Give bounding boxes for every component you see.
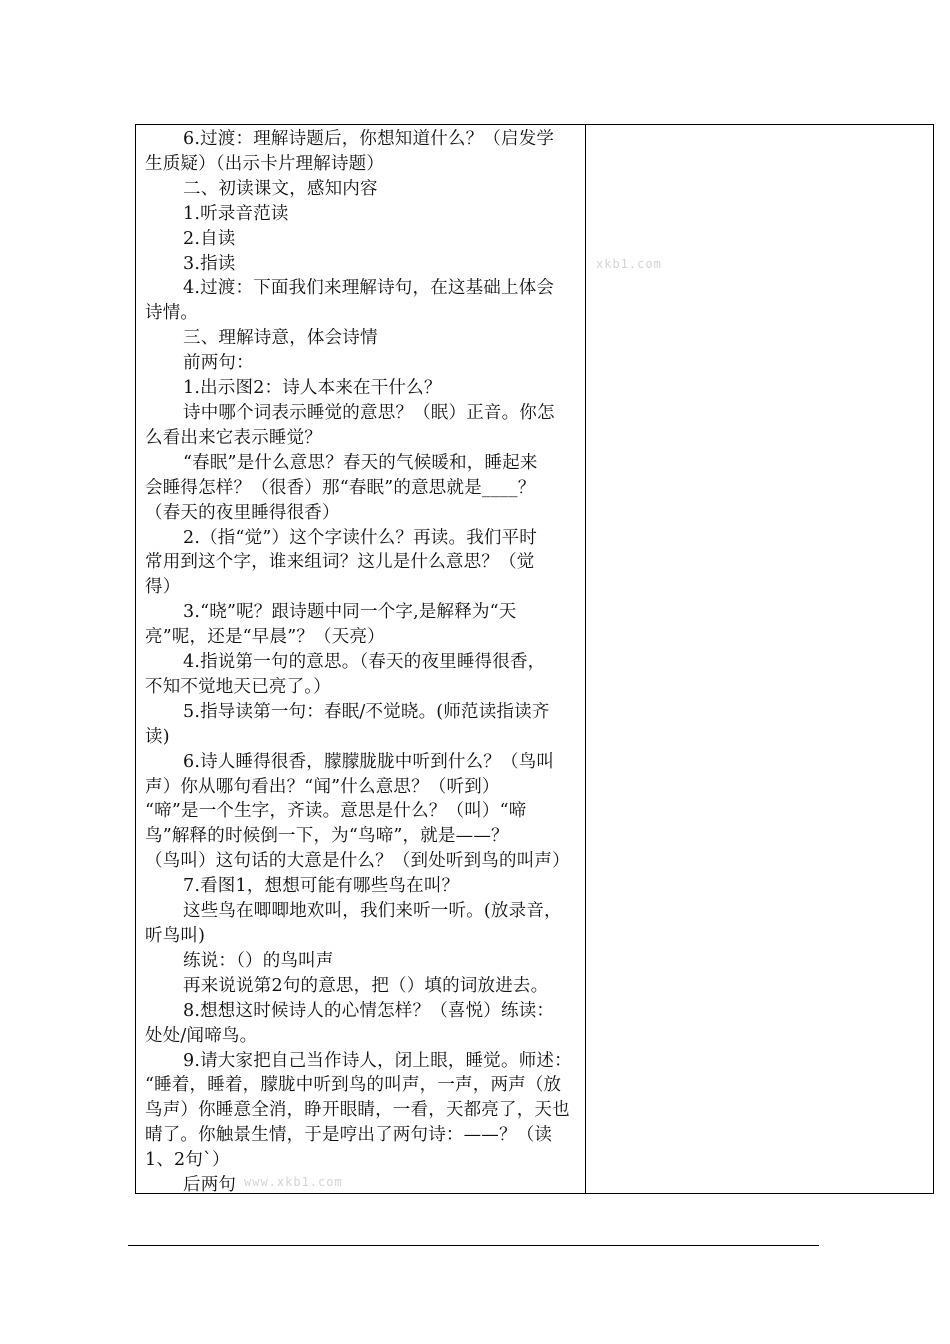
text-line: 再来说说第2句的意思，把（）填的词放进去。 [183, 975, 549, 996]
text-line: 生质疑）（出示卡片理解诗题） [145, 153, 385, 174]
text-line: 4.指说第一句的意思。（春天的夜里睡得很香， [183, 652, 546, 673]
text-line: （鸟叫）这句话的大意是什么？（到处听到鸟的叫声） [145, 851, 570, 872]
text-line: 读) [145, 726, 170, 747]
text-line: 晴了。你触景生情，于是哼出了两句诗：——？（读 [145, 1125, 553, 1146]
text-line: 1.听录音范读 [183, 203, 289, 224]
lesson-steps-column [136, 125, 586, 1193]
text-line: 练说：（）的鸟叫声 [183, 950, 334, 971]
text-line: 8.想想这时候诗人的心情怎样？（喜悦）练读： [183, 1000, 555, 1021]
text-line: 不知不觉地天已亮了。） [145, 676, 331, 697]
text-line: （春天的夜里睡得很香） [145, 502, 340, 523]
watermark-bottom: www.xkb1.com [244, 1175, 343, 1189]
text-line: 常用到这个字，谁来组词？这儿是什么意思？（觉 [145, 552, 535, 573]
footer-rule [128, 1245, 819, 1246]
text-line: 9.请大家把自己当作诗人，闭上眼，睡觉。师述： [183, 1050, 572, 1071]
text-line: 前两句： [183, 353, 254, 374]
text-line: 6.过渡：理解诗题后，你想知道什么？（启发学 [183, 129, 555, 149]
text-line: 7.看图1，想想可能有哪些鸟在叫？ [183, 876, 460, 897]
text-line: 1、2句`） [145, 1150, 230, 1171]
text-line: 1.出示图2：诗人本来在干什么？ [183, 378, 442, 399]
text-line: 亮”呢，还是“早晨”？（天亮） [145, 627, 385, 648]
text-line: 6.诗人睡得很香，朦朦胧胧中听到什么？（鸟叫 [183, 751, 555, 772]
text-line: 三、理解诗意，体会诗情 [183, 328, 378, 349]
text-line: 3.指读 [183, 253, 236, 274]
notes-column [586, 125, 933, 1193]
text-line: 听鸟叫) [145, 926, 206, 946]
text-line: 处处/闻啼鸟。 [145, 1025, 258, 1046]
text-line: 4.过渡：下面我们来理解诗句，在这基础上体会 [183, 278, 555, 299]
text-line: 得） [145, 577, 181, 598]
text-line: 二、初读课文，感知内容 [183, 178, 378, 199]
text-line: 这些鸟在唧唧地欢叫，我们来听一听。(放录音， [183, 901, 562, 922]
lesson-plan-table [135, 124, 934, 1194]
text-line: 后两句 [183, 1175, 237, 1193]
text-line: 诗中哪个词表示睡觉的意思？（眠）正音。你怎 [183, 402, 555, 423]
text-line: 3.“晓”呢？跟诗题中同一个字,是解释为“天 [183, 602, 517, 623]
watermark-right: xkb1.com [596, 257, 662, 271]
text-line: “啼”是一个生字，齐读。意思是什么？（叫）“啼 [145, 801, 527, 822]
text-line: 么看出来它表示睡觉？ [145, 427, 322, 448]
text-line: 诗情。 [145, 303, 199, 324]
text-line: 2.自读 [183, 228, 236, 249]
text-line: 2.（指“觉”）这个字读什么？再读。我们平时 [183, 527, 537, 548]
text-line: “睡着，睡着，朦胧中听到鸟的叫声，一声，两声（放 [145, 1075, 562, 1096]
text-line: 会睡得怎样？（很香）那“春眠”的意思就是____？ [145, 477, 536, 498]
text-line: 声）你从哪句看出？“闻”什么意思？（听到） [145, 776, 500, 797]
text-line: 5.指导读第一句：春眠/不觉晓。(师范读指读齐 [183, 701, 550, 722]
text-line: “春眠”是什么意思？春天的气候暖和，睡起来 [183, 452, 538, 473]
text-line: 鸟声）你睡意全消，睁开眼睛，一看，天都亮了，天也 [145, 1100, 570, 1121]
text-line: 鸟”解释的时候倒一下，为“鸟啼”，就是——？ [145, 826, 509, 847]
